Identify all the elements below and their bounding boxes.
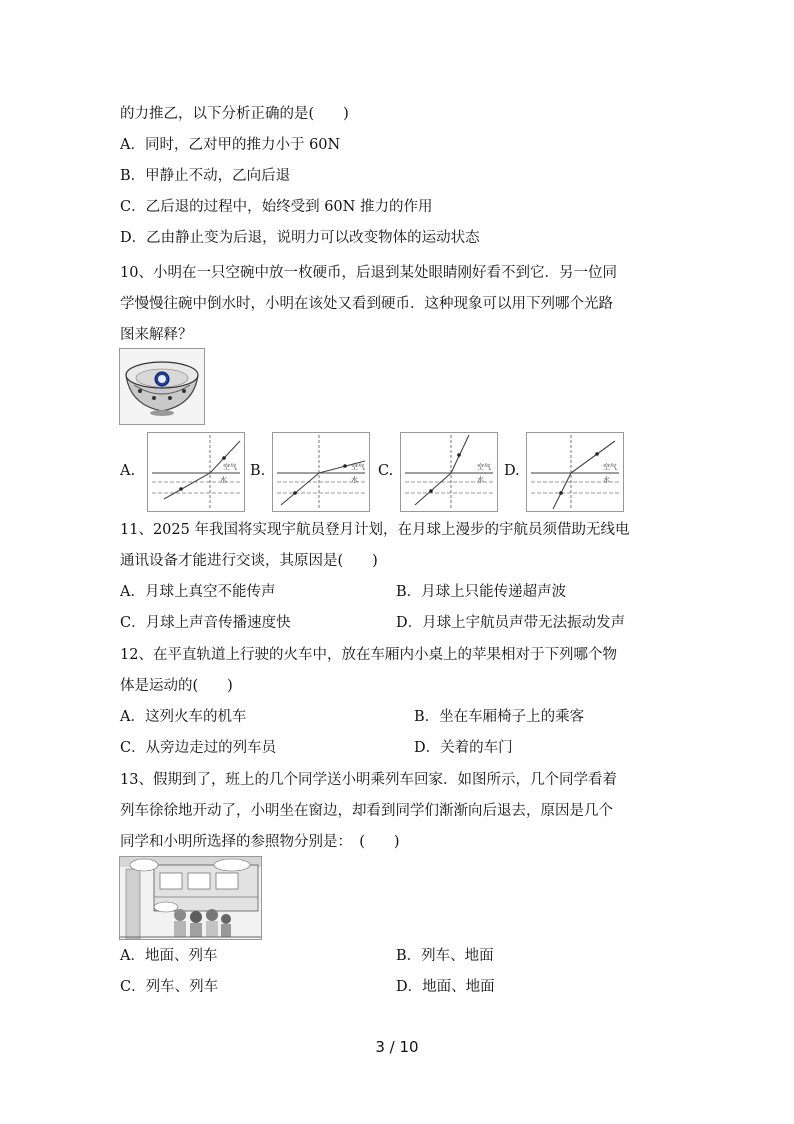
air-label-c: 空气 [477,463,491,471]
q10-stem-line-3: 图来解释？ [120,327,193,343]
q11-option-a: A．月球上真空不能传声 [120,584,276,600]
water-label-d: 水 [603,476,610,484]
q9-option-d: D．乙由静止变为后退，说明力可以改变物体的运动状态 [120,230,480,246]
q13-option-c: C．列车、列车 [120,979,219,995]
q9-option-a: A．同时，乙对甲的推力小于 60N [120,137,341,153]
bowl-coin-photo [119,348,205,425]
q10-stem-line-2: 学慢慢往碗中倒水时，小明在该处又看到硬币．这种现象可以用下列哪个光路 [120,296,613,312]
q11-option-c: C．月球上声音传播速度快 [120,615,291,631]
water-label-a: 水 [220,476,227,484]
q9-option-b: B．甲静止不动，乙向后退 [120,168,291,184]
q13-option-b: B．列车、地面 [396,948,494,964]
q12-stem-line-1: 12、在平直轨道上行驶的火车中，放在车厢内小桌上的苹果相对于下列哪个物 [120,647,617,663]
q10-stem-line-1: 10、小明在一只空碗中放一枚硬币，后退到某处眼睛刚好看不到它．另一位同 [120,265,617,281]
page-number: 3 / 10 [375,1038,419,1056]
q12-option-a: A．这列火车的机车 [120,709,247,725]
q13-stem-line-3: 同学和小明所选择的参照物分别是： ( ) [120,834,400,850]
q9-stem-tail: 的力推乙，以下分析正确的是( ) [120,106,349,122]
q12-option-c: C．从旁边走过的列车员 [120,740,277,756]
air-label-d: 空气 [603,463,617,471]
q10-diagram-a [147,432,245,512]
q12-stem-line-2: 体是运动的( ) [120,678,233,694]
q10-diagram-c [400,432,498,512]
water-label-c: 水 [477,476,484,484]
q13-option-d: D．地面、地面 [396,979,495,995]
air-label-a: 空气 [223,463,237,471]
q10-option-a-label: A. [120,463,136,479]
q11-stem-line-2: 通讯设备才能进行交谈，其原因是( ) [120,553,378,569]
air-label-b: 空气 [351,463,365,471]
q10-diagram-b [272,432,370,512]
q11-option-d: D．月球上宇航员声带无法振动发声 [396,615,626,631]
q13-option-a: A．地面、列车 [120,948,218,964]
q9-option-c: C．乙后退的过程中，始终受到 60N 推力的作用 [120,199,433,215]
q13-stem-line-2: 列车徐徐地开动了，小明坐在窗边，却看到同学们渐渐向后退去，原因是几个 [120,803,613,819]
q10-option-c-label: C. [378,463,394,479]
q11-option-b: B．月球上只能传递超声波 [396,584,567,600]
q12-option-b: B．坐在车厢椅子上的乘客 [414,709,585,725]
q13-stem-line-1: 13、假期到了，班上的几个同学送小明乘列车回家．如图所示，几个同学看着 [120,772,617,788]
q10-option-b-label: B. [250,463,266,479]
q12-option-d: D．关着的车门 [414,740,513,756]
train-station-illustration [119,856,262,940]
q10-option-d-label: D. [504,463,520,479]
q11-stem-line-1: 11、2025 年我国将实现宇航员登月计划，在月球上漫步的宇航员须借助无线电 [120,522,630,538]
water-label-b: 水 [351,476,358,484]
q10-diagram-d [526,432,624,512]
